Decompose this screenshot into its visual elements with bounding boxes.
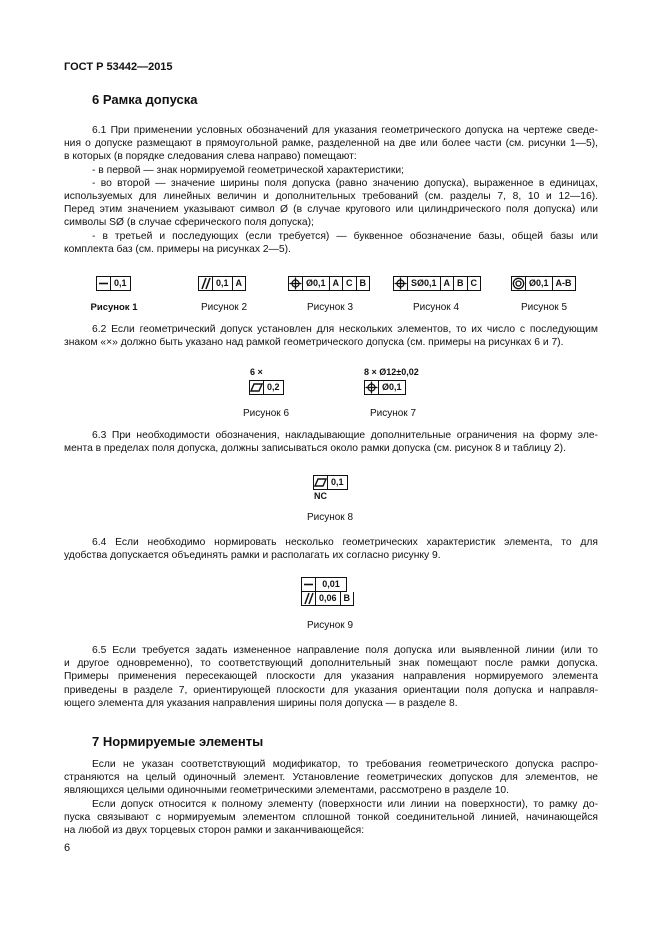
section-7-title: 7 Нормируемые элементы xyxy=(92,734,264,749)
figure-8 xyxy=(313,475,348,490)
text-line: 6.2 Если геометрический допуск установлен для нескольких элементов, то их число с последующим xyxy=(92,324,598,335)
figure-3-caption: Рисунок 3 xyxy=(306,302,354,313)
tolerance-value: Ø0,1 xyxy=(378,381,405,394)
figure-2 xyxy=(198,276,246,291)
figure-5 xyxy=(511,276,576,291)
tolerance-frame xyxy=(393,276,481,291)
text-line: приведены в разделе 7, ориентирующей плоскости для указания ориентации поля допуска и направля- xyxy=(64,684,598,696)
figure-7-caption: Рисунок 7 xyxy=(369,408,417,419)
datum-cell: A xyxy=(329,277,343,290)
tolerance-value: Ø0,1 xyxy=(525,277,552,290)
page-number: 6 xyxy=(64,842,71,854)
datum-cell: B xyxy=(356,277,370,290)
flatness-icon xyxy=(314,476,327,489)
datum-cell: C xyxy=(467,277,481,290)
tolerance-frame xyxy=(96,276,131,291)
bullet-1: - в первой — знак нормируемой геометрической характеристики; xyxy=(92,164,404,176)
text-line: в которых (в порядке следования слева направо) помещают: xyxy=(64,151,357,163)
text-line: удобства допускается объединять рамки и располагать их согласно рисунку 9. xyxy=(64,550,441,562)
tolerance-frame xyxy=(364,380,406,395)
text-line: страняются на целый одиночный элемент. Установление геометрических допусков для элементов, не xyxy=(64,772,598,784)
document-header: ГОСТ Р 53442—2015 xyxy=(64,61,173,73)
figure-4 xyxy=(393,276,481,291)
text-line: являющихся целыми одиночными геометрическими элементами, рассмотрено в разделе 10. xyxy=(64,785,510,797)
element-count-label: 6 × xyxy=(250,367,263,377)
paragraph-6-2 xyxy=(64,323,598,349)
text-line: мента в пределах поля допуска, должны записываться около рамки допуска (см. рисунок 8 и таблицу 2). xyxy=(64,443,566,455)
tolerance-value: 0,06 xyxy=(315,592,340,605)
paragraph-6-1 xyxy=(64,124,598,256)
text-line: знаком «×» должно быть указано над рамкой геометрического допуска (см. примеры на рисунках 6 и 7). xyxy=(64,337,564,349)
figure-6 xyxy=(249,380,284,395)
text-line: ющего элемента для указания направления ширины поля допуска — в разделе 8. xyxy=(64,697,458,709)
position-icon xyxy=(365,381,378,394)
text-line: ния о допуске размещают в прямоугольной рамке, разделенной на две или более части (см. рисунки 1—5), xyxy=(64,138,598,150)
section-6-title: 6 Рамка допуска xyxy=(92,92,198,107)
text-line: - в третьей и последующих (если требуется) — буквенное обозначение базы, общей базы или xyxy=(92,230,598,242)
tolerance-value: 0,01 xyxy=(315,578,346,591)
tolerance-value: 0,1 xyxy=(212,277,232,290)
text-line: символы SØ (в случае сферического поля допуска); xyxy=(64,217,314,229)
tolerance-frame xyxy=(301,592,354,606)
datum-cell: C xyxy=(342,277,356,290)
paragraph-6-4 xyxy=(64,536,598,562)
text-line: Примеры применения пересекающей плоскости для указания направления нормируемого элемента xyxy=(64,671,598,683)
datum-cell: B xyxy=(453,277,467,290)
paragraph-6-3 xyxy=(64,429,598,455)
tolerance-value: SØ0,1 xyxy=(407,277,440,290)
tolerance-frame xyxy=(249,380,284,395)
tolerance-frame xyxy=(198,276,246,291)
figure-4-caption: Рисунок 4 xyxy=(412,302,460,313)
datum-cell: A-B xyxy=(552,277,575,290)
tolerance-frame xyxy=(313,475,348,490)
text-line: на любой из двух торцевых сторон рамки и заканчивающейся: xyxy=(64,825,365,837)
straightness-icon xyxy=(97,277,110,290)
figure-9-caption: Рисунок 9 xyxy=(306,620,354,631)
concentricity-icon xyxy=(512,277,525,290)
text-line: и другое одновременно), то соответствующий дополнительный знак помещают после рамки допуска. xyxy=(64,658,598,670)
paragraph-7-1 xyxy=(64,758,598,837)
figure-1-caption: Рисунок 1 xyxy=(90,302,138,313)
figure-3 xyxy=(288,276,370,291)
text-line: используемых для линейных величин и дополнительных требований (см. разделы 7, 8, 10 и 12—16). xyxy=(64,191,598,203)
text-line: 6.4 Если необходимо нормировать несколько геометрических характеристик элемента, то для xyxy=(92,537,598,548)
figure-1 xyxy=(96,276,131,291)
datum-cell: A xyxy=(440,277,454,290)
straightness-icon xyxy=(302,578,315,591)
datum-cell: B xyxy=(340,592,354,605)
tolerance-value: Ø0,1 xyxy=(302,277,329,290)
tolerance-frame xyxy=(288,276,370,291)
text-line: Перед этим значением указывают символ Ø (в случае кругового или цилиндрического поля допуска) или xyxy=(64,204,598,216)
position-icon xyxy=(394,277,407,290)
parallelism-icon xyxy=(199,277,212,290)
parallelism-icon xyxy=(302,592,315,605)
text-line: 6.5 Если требуется задать измененное направление поля допуска или выявленной линии (или то xyxy=(92,645,598,656)
figure-6-caption: Рисунок 6 xyxy=(242,408,290,419)
figure-8-caption: Рисунок 8 xyxy=(306,512,354,523)
text-line: - во второй — значение ширины поля допуска (равно значению допуска), выраженное в единицах, xyxy=(92,177,598,189)
tolerance-value: 0,1 xyxy=(327,476,347,489)
tolerance-value: 0,2 xyxy=(263,381,283,394)
tolerance-frame xyxy=(301,577,347,592)
text-line: 6.3 При необходимости обозначения, накладывающие дополнительные ограничения на форму эле- xyxy=(92,430,598,441)
figure-9 xyxy=(301,577,354,606)
datum-cell: A xyxy=(232,277,246,290)
paragraph-6-5 xyxy=(64,644,598,710)
tolerance-value: 0,1 xyxy=(110,277,130,290)
flatness-icon xyxy=(250,381,263,394)
combined-frame xyxy=(301,577,354,606)
position-icon xyxy=(289,277,302,290)
text-line: Если не указан соответствующий модификатор, то требования геометрического допуска распро- xyxy=(92,759,598,770)
figure-2-caption: Рисунок 2 xyxy=(200,302,248,313)
figure-5-caption: Рисунок 5 xyxy=(520,302,568,313)
text-line: 6.1 При применении условных обозначений для указания геометрического допуска на чертеже сведе- xyxy=(92,125,598,136)
not-convex-label: NC xyxy=(314,491,327,501)
text-line: Если допуск относится к полному элементу (поверхности или линии на поверхности), то рамку до- xyxy=(92,798,598,810)
figure-7 xyxy=(364,380,406,395)
tolerance-frame xyxy=(511,276,576,291)
text-line: комплекта баз (см. примеры на рисунках 2—5). xyxy=(64,243,291,255)
element-count-label: 8 × Ø12±0,02 xyxy=(364,367,419,377)
text-line: пуска связывают с нормируемым элементом сплошной тонкой соединительной линией, начинающейся xyxy=(64,811,598,823)
